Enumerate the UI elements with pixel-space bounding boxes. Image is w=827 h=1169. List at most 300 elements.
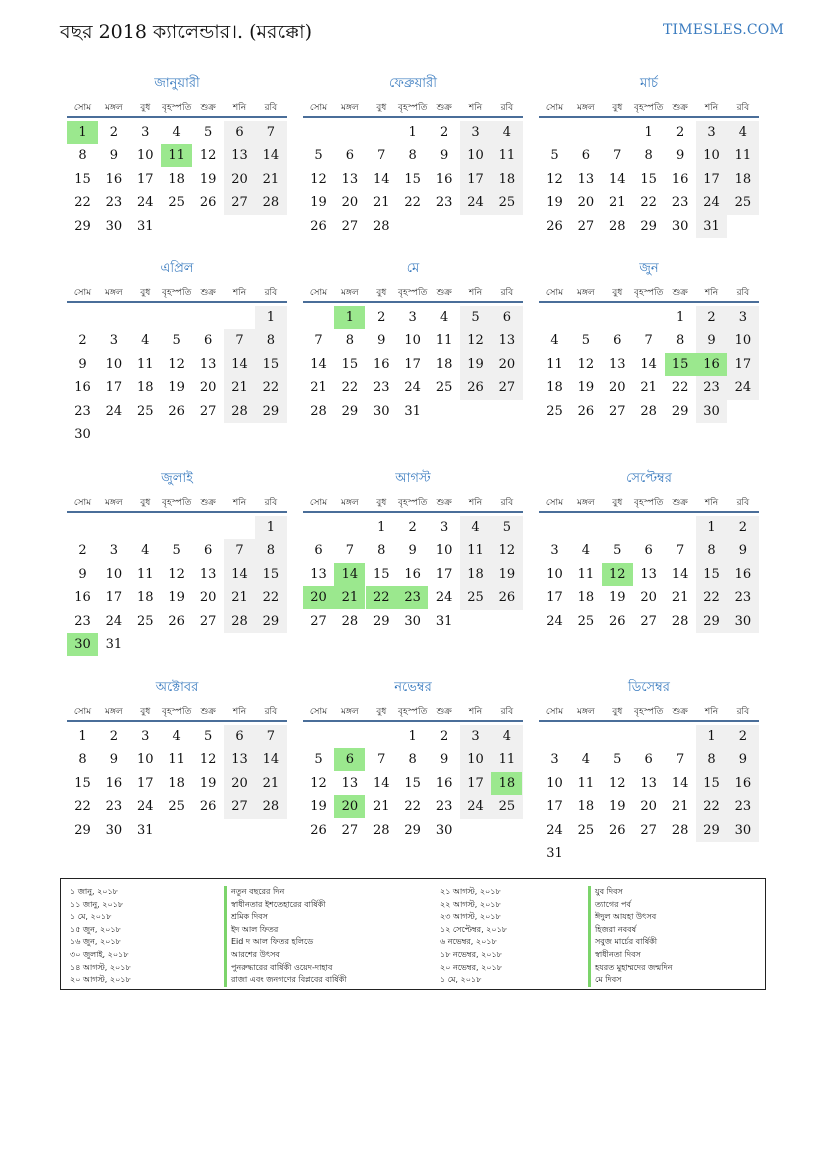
day-cell: 13 — [640, 566, 657, 582]
weekday-label: বৃহস্পতি — [633, 288, 664, 298]
holiday-day: 1 — [334, 306, 365, 329]
day-cell: 24 — [105, 613, 123, 629]
weekday-label: শনি — [232, 288, 247, 298]
day-cell: 12 — [609, 775, 626, 791]
day-cell: 21 — [640, 380, 657, 396]
day-cell: 23 — [703, 380, 720, 396]
legend-date: ১ জানু, ২০১৮ — [70, 887, 118, 896]
legend-left-dates — [70, 886, 131, 987]
day-cell: 27 — [640, 613, 657, 629]
day-cell: 17 — [137, 775, 154, 791]
day-cell: 22 — [671, 380, 689, 396]
day-cell: 10 — [137, 148, 154, 164]
day-cell: 24 — [137, 799, 154, 815]
day-cell: 4 — [581, 543, 591, 559]
day-cell: 1 — [78, 729, 87, 744]
day-cell: 16 — [105, 775, 123, 791]
day-cell: 26 — [168, 613, 185, 629]
weekday-header — [539, 495, 759, 509]
day-cell: 10 — [546, 566, 563, 582]
day-cell: 26 — [168, 403, 185, 419]
day-cell: 3 — [707, 125, 716, 140]
day-cell: 2 — [109, 729, 119, 744]
day-cell: 15 — [74, 171, 91, 187]
day-cell: 22 — [262, 590, 280, 606]
day-cell: 9 — [738, 543, 748, 559]
day-cell: 27 — [199, 613, 217, 629]
day-cell: 14 — [231, 356, 248, 372]
day-cell: 19 — [168, 590, 185, 606]
month-name: আগস্ট — [395, 471, 431, 486]
weekday-label: বুধ — [612, 288, 623, 298]
weekday-label: বৃহস্পতি — [161, 288, 192, 298]
day-cell: 3 — [550, 543, 559, 559]
holiday-day: 12 — [602, 563, 633, 586]
day-cell: 12 — [467, 333, 484, 349]
day-cell: 6 — [644, 543, 653, 559]
weekday-label: বুধ — [376, 498, 387, 508]
weekday-label: শনি — [704, 103, 719, 113]
holiday-day: 11 — [161, 144, 192, 167]
weekday-label: শুক্র — [436, 103, 452, 113]
day-cell: 9 — [109, 148, 119, 164]
day-cell: 9 — [738, 752, 748, 768]
day-cell: 17 — [467, 775, 484, 791]
day-cell: 15 — [703, 566, 720, 582]
day-cell: 22 — [262, 380, 280, 396]
holiday-day: 16 — [696, 353, 727, 376]
day-cell: 2 — [78, 543, 87, 559]
day-cell: 5 — [203, 125, 213, 140]
day-cell: 27 — [640, 822, 657, 838]
month-name: জানুয়ারী — [154, 76, 200, 91]
weekday-label: রবি — [264, 288, 278, 298]
day-cell: 2 — [78, 333, 87, 349]
day-cell: 16 — [671, 171, 689, 187]
holiday-legend — [60, 878, 766, 990]
day-cell: 29 — [262, 403, 280, 419]
day-cell: 20 — [231, 775, 248, 791]
weekday-header — [67, 285, 287, 299]
day-cell: 30 — [734, 613, 752, 629]
day-cell: 21 — [671, 799, 689, 815]
day-cell: 6 — [613, 333, 622, 349]
weekday-label: শুক্র — [200, 707, 216, 717]
day-cell: 2 — [707, 310, 716, 325]
day-cell: 25 — [168, 195, 185, 211]
day-cell: 4 — [502, 729, 512, 744]
day-cell: 24 — [467, 195, 484, 211]
weekday-label: মঙ্গল — [105, 707, 123, 717]
weekday-label: শনি — [468, 498, 483, 508]
day-cell: 21 — [373, 799, 390, 815]
day-cell: 5 — [172, 333, 181, 349]
day-cell: 28 — [671, 822, 689, 838]
legend-date: ১৪ আগস্ট, ২০১৮ — [70, 962, 131, 972]
weekday-label: শুক্র — [672, 103, 688, 113]
day-cell: 21 — [671, 590, 689, 606]
day-cell: 10 — [467, 148, 484, 164]
holiday-day: 6 — [334, 748, 365, 771]
site-link[interactable]: TIMESLES.COM — [663, 22, 784, 38]
day-cell: 28 — [341, 613, 359, 629]
legend-date: ১ মে, ২০১৮ — [70, 912, 112, 922]
day-cell: 24 — [137, 195, 154, 211]
day-cell: 6 — [581, 148, 591, 164]
holiday-day: 18 — [491, 772, 522, 795]
day-cell: 5 — [314, 752, 323, 768]
month-name: ফেব্রুয়ারী — [389, 76, 437, 91]
day-cell: 28 — [671, 613, 689, 629]
day-cell: 16 — [105, 171, 123, 187]
day-cell: 31 — [404, 403, 421, 419]
day-cell: 23 — [373, 380, 390, 396]
day-cell: 5 — [613, 752, 622, 768]
day-cell: 13 — [231, 148, 248, 164]
day-cell: 3 — [109, 543, 119, 559]
day-cell: 29 — [671, 403, 689, 419]
weekday-label: মঙ্গল — [341, 498, 359, 508]
day-cell: 14 — [671, 775, 689, 791]
day-cell: 4 — [141, 333, 150, 349]
month-11 — [303, 678, 523, 878]
day-cell: 9 — [78, 566, 87, 582]
day-cell: 4 — [738, 125, 748, 140]
legend-right-dates — [440, 886, 507, 987]
header-rule — [539, 301, 759, 303]
day-cell: 11 — [577, 775, 595, 791]
day-cell: 17 — [734, 356, 752, 372]
day-cell: 9 — [78, 356, 87, 372]
weekday-label: বৃহস্পতি — [397, 707, 428, 717]
day-cell: 17 — [546, 590, 563, 606]
header-rule — [303, 511, 523, 513]
header-rule — [67, 511, 287, 513]
day-cell: 9 — [439, 752, 449, 768]
day-cell: 7 — [613, 148, 622, 164]
day-cell: 17 — [467, 171, 484, 187]
day-cell: 18 — [577, 590, 595, 606]
weekday-header — [539, 285, 759, 299]
day-cell: 31 — [105, 637, 123, 652]
day-cell: 16 — [404, 566, 421, 582]
day-cell: 10 — [734, 333, 752, 349]
weekday-label: সোম — [309, 707, 328, 717]
weekday-header — [303, 704, 523, 718]
day-cell: 14 — [262, 148, 280, 164]
day-cell: 29 — [404, 822, 421, 838]
weekday-label: সোম — [545, 498, 564, 508]
day-cell: 7 — [675, 752, 685, 768]
day-cell: 4 — [141, 543, 150, 559]
day-cell: 23 — [435, 195, 453, 211]
month-6 — [539, 259, 759, 459]
weekday-label: বৃহস্পতি — [397, 288, 428, 298]
weekday-label: সোম — [309, 103, 328, 113]
weekday-header — [67, 100, 287, 114]
day-cell: 7 — [644, 333, 653, 349]
day-cell: 27 — [310, 613, 327, 629]
weekday-label: বৃহস্পতি — [633, 103, 664, 113]
day-cell: 8 — [408, 752, 417, 768]
day-cell: 19 — [609, 590, 626, 606]
day-cell: 10 — [404, 333, 421, 349]
day-cell: 12 — [310, 775, 327, 791]
legend-date: ১২ সেপ্টেম্বর, ২০১৮ — [440, 924, 507, 934]
day-cell: 11 — [137, 566, 154, 582]
day-cell: 16 — [74, 590, 91, 606]
day-cell: 20 — [231, 171, 248, 187]
weekday-label: মঙ্গল — [105, 288, 123, 298]
legend-holiday-name: শ্রমিক দিবস — [224, 911, 347, 924]
day-cell: 13 — [498, 333, 516, 349]
day-cell: 10 — [435, 543, 453, 559]
weekday-header — [67, 704, 287, 718]
day-cell: 1 — [408, 729, 417, 744]
holiday-day: 20 — [303, 586, 334, 609]
day-cell: 26 — [609, 613, 626, 629]
day-cell: 15 — [262, 566, 280, 582]
day-cell: 18 — [734, 171, 752, 187]
legend-holiday-name: স্বাধীনতা দিবস — [588, 949, 673, 962]
weekday-header — [303, 285, 523, 299]
weekday-label: বুধ — [612, 103, 623, 113]
day-cell: 30 — [703, 403, 720, 419]
day-cell: 12 — [168, 356, 185, 372]
weekday-label: সোম — [309, 498, 328, 508]
legend-holiday-name: ঈদুল আযহা উৎসব — [588, 911, 673, 924]
day-cell: 26 — [609, 822, 626, 838]
day-cell: 8 — [675, 333, 685, 349]
day-cell: 27 — [231, 195, 248, 211]
day-cell: 23 — [105, 195, 123, 211]
day-cell: 30 — [74, 427, 91, 442]
day-cell: 10 — [105, 356, 123, 372]
header-rule — [67, 720, 287, 722]
weekday-label: শুক্র — [200, 288, 216, 298]
day-cell: 25 — [734, 195, 752, 211]
weekday-label: বুধ — [376, 707, 387, 717]
day-cell: 10 — [546, 775, 563, 791]
day-cell: 17 — [137, 171, 154, 187]
day-cell: 13 — [341, 171, 359, 187]
day-cell: 15 — [404, 775, 421, 791]
weekday-label: মঙ্গল — [341, 288, 359, 298]
day-cell: 24 — [467, 799, 484, 815]
day-cell: 4 — [172, 125, 181, 140]
day-cell: 6 — [502, 310, 512, 325]
month-4 — [67, 259, 287, 459]
day-cell: 26 — [577, 403, 595, 419]
day-cell: 29 — [341, 403, 359, 419]
weekday-label: শনি — [704, 498, 719, 508]
weekday-label: শনি — [468, 288, 483, 298]
header-rule — [303, 720, 523, 722]
legend-date: ১৫ জুন, ২০১৮ — [70, 924, 121, 934]
weekday-label: মঙ্গল — [577, 707, 595, 717]
day-cell: 19 — [609, 799, 626, 815]
day-cell: 31 — [435, 613, 453, 629]
day-cell: 21 — [609, 195, 626, 211]
day-cell: 7 — [377, 148, 386, 164]
day-cell: 6 — [644, 752, 653, 768]
day-cell: 15 — [703, 775, 720, 791]
day-cell: 7 — [266, 729, 276, 744]
day-cell: 21 — [262, 775, 280, 791]
day-cell: 3 — [408, 310, 417, 325]
weekday-label: বৃহস্পতি — [161, 707, 192, 717]
day-cell: 11 — [577, 566, 595, 582]
day-cell: 8 — [345, 333, 355, 349]
day-cell: 13 — [640, 775, 657, 791]
day-cell: 13 — [577, 171, 595, 187]
weekday-label: রবি — [264, 707, 278, 717]
day-cell: 21 — [231, 380, 248, 396]
legend-holiday-name: রাজা এবং জনগণের বিপ্লবের বার্ষিকী — [224, 974, 347, 987]
day-cell: 19 — [577, 380, 595, 396]
day-cell: 18 — [577, 799, 595, 815]
header-rule — [67, 301, 287, 303]
day-cell: 5 — [550, 148, 559, 164]
day-cell: 30 — [671, 218, 689, 234]
day-cell: 13 — [231, 752, 248, 768]
day-cell: 25 — [546, 403, 563, 419]
holiday-day: 15 — [665, 353, 696, 376]
day-cell: 6 — [235, 729, 244, 744]
weekday-header — [539, 704, 759, 718]
day-cell: 2 — [109, 125, 119, 140]
day-cell: 11 — [137, 356, 154, 372]
weekday-label: বুধ — [140, 707, 151, 717]
weekday-label: বুধ — [140, 288, 151, 298]
legend-date: ২৩ আগস্ট, ২০১৮ — [440, 912, 501, 922]
legend-holiday-name: নতুন বছরের দিন — [224, 886, 347, 899]
legend-date: ২১ আগস্ট, ২০১৮ — [440, 887, 501, 896]
day-cell: 3 — [109, 333, 119, 349]
day-cell: 29 — [74, 822, 91, 838]
day-cell: 13 — [199, 566, 217, 582]
day-cell: 21 — [310, 380, 327, 396]
day-cell: 29 — [373, 613, 390, 629]
day-cell: 15 — [404, 171, 421, 187]
header-rule — [539, 511, 759, 513]
day-cell: 19 — [168, 380, 185, 396]
day-cell: 27 — [609, 403, 626, 419]
day-cell: 5 — [172, 543, 181, 559]
legend-date: ১৮ নভেম্বর, ২০১৮ — [440, 949, 502, 959]
weekday-label: শুক্র — [672, 707, 688, 717]
day-cell: 7 — [314, 333, 323, 349]
day-cell: 29 — [74, 218, 91, 234]
day-cell: 5 — [613, 543, 622, 559]
month-12 — [539, 678, 759, 878]
day-cell: 12 — [199, 752, 217, 768]
day-cell: 24 — [546, 613, 563, 629]
day-cell: 17 — [105, 380, 123, 396]
day-cell: 18 — [168, 171, 185, 187]
legend-date: ২২ আগস্ট, ২০১৮ — [440, 899, 501, 909]
day-cell: 11 — [168, 752, 185, 768]
day-cell: 15 — [373, 566, 390, 582]
day-cell: 9 — [707, 333, 716, 349]
weekday-label: রবি — [500, 288, 514, 298]
day-cell: 25 — [467, 590, 484, 606]
day-cell: 20 — [640, 799, 657, 815]
day-cell: 20 — [199, 380, 217, 396]
day-cell: 18 — [137, 380, 154, 396]
day-cell: 7 — [675, 543, 685, 559]
day-cell: 30 — [734, 822, 752, 838]
day-cell: 20 — [199, 590, 217, 606]
day-cell: 16 — [435, 171, 453, 187]
day-cell: 12 — [498, 543, 516, 559]
weekday-label: বুধ — [140, 498, 151, 508]
weekday-label: রবি — [500, 707, 514, 717]
day-cell: 8 — [266, 543, 276, 559]
day-cell: 18 — [467, 566, 484, 582]
day-cell: 3 — [471, 125, 480, 140]
day-cell: 8 — [644, 148, 653, 164]
day-cell: 2 — [377, 310, 386, 325]
day-cell: 25 — [577, 613, 595, 629]
month-5 — [303, 259, 523, 459]
day-cell: 26 — [199, 799, 217, 815]
day-cell: 28 — [231, 613, 248, 629]
weekday-header — [303, 100, 523, 114]
holiday-day: 1 — [67, 121, 98, 144]
day-cell: 2 — [439, 729, 449, 744]
weekday-label: শনি — [232, 707, 247, 717]
month-8 — [303, 469, 523, 669]
day-cell: 13 — [609, 356, 626, 372]
weekday-label: শুক্র — [436, 288, 452, 298]
day-cell: 3 — [141, 125, 150, 140]
day-cell: 12 — [168, 566, 185, 582]
day-cell: 1 — [408, 125, 417, 140]
day-cell: 9 — [377, 333, 386, 349]
day-cell: 27 — [199, 403, 217, 419]
weekday-label: রবি — [264, 103, 278, 113]
day-cell: 1 — [266, 310, 276, 325]
day-cell: 23 — [74, 613, 91, 629]
day-cell: 14 — [640, 356, 657, 372]
weekday-label: শুক্র — [672, 498, 688, 508]
day-cell: 16 — [74, 380, 91, 396]
day-cell: 11 — [734, 148, 752, 164]
day-cell: 23 — [734, 590, 752, 606]
day-cell: 5 — [502, 520, 512, 535]
day-cell: 3 — [738, 310, 748, 325]
weekday-label: শুক্র — [672, 288, 688, 298]
month-name: জুন — [639, 261, 659, 276]
day-cell: 9 — [408, 543, 417, 559]
day-cell: 10 — [137, 752, 154, 768]
header-rule — [539, 720, 759, 722]
legend-date: ৩০ জুলাই, ২০১৮ — [70, 949, 129, 959]
month-1 — [67, 74, 287, 274]
day-cell: 17 — [435, 566, 453, 582]
weekday-label: বুধ — [376, 103, 387, 113]
day-cell: 26 — [310, 218, 327, 234]
day-cell: 11 — [546, 356, 563, 372]
day-cell: 5 — [581, 333, 591, 349]
holiday-day: 21 — [334, 586, 365, 609]
weekday-label: শনি — [468, 103, 483, 113]
month-7 — [67, 469, 287, 669]
day-cell: 9 — [109, 752, 119, 768]
day-cell: 13 — [310, 566, 327, 582]
day-cell: 28 — [609, 218, 626, 234]
